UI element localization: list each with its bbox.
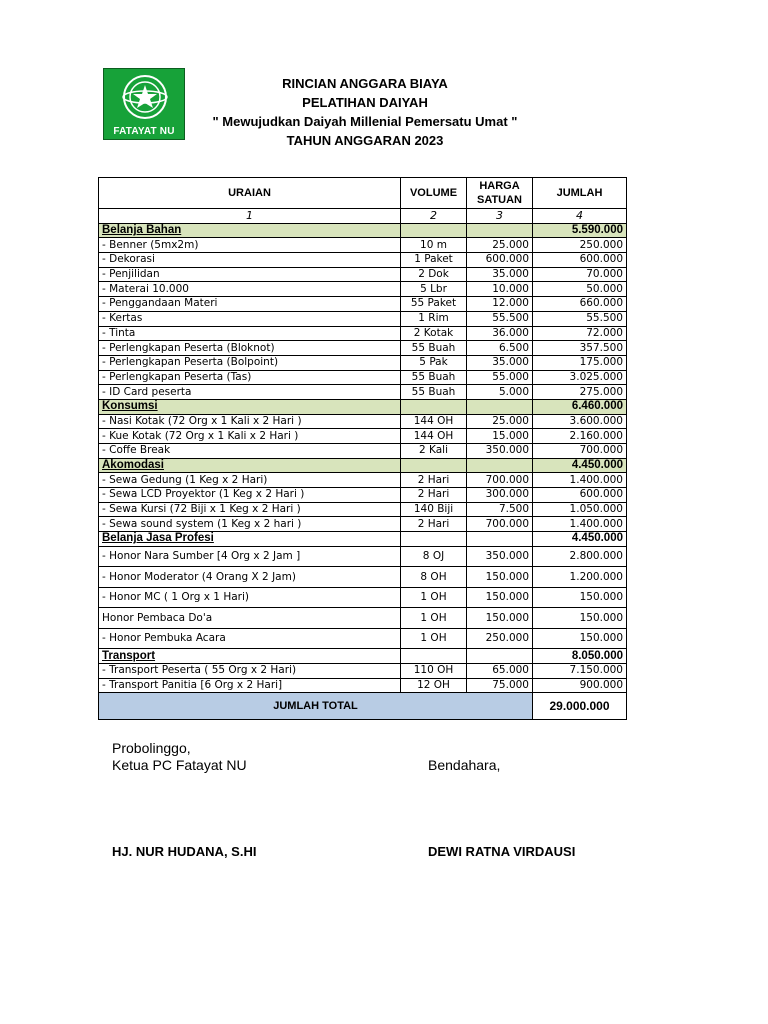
item-volume: 5 Pak bbox=[401, 355, 467, 370]
section-price bbox=[467, 649, 533, 664]
title-line-4: TAHUN ANGGARAN 2023 bbox=[286, 133, 444, 148]
section-volume bbox=[401, 223, 467, 238]
column-number: 2 bbox=[401, 209, 467, 224]
header-volume: VOLUME bbox=[401, 178, 467, 209]
item-volume: 1 Rim bbox=[401, 311, 467, 326]
signature-right-role: Bendahara, bbox=[428, 757, 501, 773]
document-title bbox=[190, 74, 540, 150]
section-row bbox=[99, 458, 627, 473]
item-volume: 10 m bbox=[401, 238, 467, 253]
item-volume: 140 Biji bbox=[401, 502, 467, 517]
item-volume: 1 Paket bbox=[401, 253, 467, 268]
table-row bbox=[99, 267, 627, 282]
signature-place: Probolinggo, bbox=[112, 740, 191, 756]
item-unit-price: 150.000 bbox=[467, 587, 533, 608]
item-description: - Honor MC ( 1 Org x 1 Hari) bbox=[99, 587, 401, 608]
column-number: 4 bbox=[533, 209, 627, 224]
item-amount: 3.600.000 bbox=[533, 414, 627, 429]
table-row bbox=[99, 326, 627, 341]
item-amount: 3.025.000 bbox=[533, 370, 627, 385]
item-volume: 12 OH bbox=[401, 678, 467, 693]
item-amount: 50.000 bbox=[533, 282, 627, 297]
section-volume bbox=[401, 649, 467, 664]
emblem-icon bbox=[118, 73, 172, 123]
header-harga-satuan: HARGA SATUAN bbox=[467, 178, 533, 209]
item-unit-price: 300.000 bbox=[467, 488, 533, 503]
table-row bbox=[99, 444, 627, 459]
item-volume: 55 Paket bbox=[401, 297, 467, 312]
table-header-row bbox=[99, 178, 627, 209]
item-description: - Kertas bbox=[99, 311, 401, 326]
item-volume: 144 OH bbox=[401, 414, 467, 429]
table-row bbox=[99, 517, 627, 532]
item-unit-price: 36.000 bbox=[467, 326, 533, 341]
item-amount: 7.150.000 bbox=[533, 664, 627, 679]
section-row bbox=[99, 223, 627, 238]
item-volume: 8 OH bbox=[401, 567, 467, 588]
table-row bbox=[99, 341, 627, 356]
table-row bbox=[99, 678, 627, 693]
item-volume: 2 Kotak bbox=[401, 326, 467, 341]
item-description: - Coffe Break bbox=[99, 444, 401, 459]
item-unit-price: 35.000 bbox=[467, 267, 533, 282]
table-row bbox=[99, 282, 627, 297]
item-amount: 660.000 bbox=[533, 297, 627, 312]
item-amount: 1.050.000 bbox=[533, 502, 627, 517]
section-total: 4.450.000 bbox=[533, 532, 627, 547]
total-row bbox=[99, 693, 627, 720]
item-amount: 900.000 bbox=[533, 678, 627, 693]
item-amount: 600.000 bbox=[533, 253, 627, 268]
table-row bbox=[99, 546, 627, 567]
item-volume: 110 OH bbox=[401, 664, 467, 679]
item-unit-price: 150.000 bbox=[467, 608, 533, 629]
item-unit-price: 5.000 bbox=[467, 385, 533, 400]
item-unit-price: 55.000 bbox=[467, 370, 533, 385]
item-amount: 55.500 bbox=[533, 311, 627, 326]
item-amount: 2.800.000 bbox=[533, 546, 627, 567]
item-description: - Sewa Gedung (1 Keg x 2 Hari) bbox=[99, 473, 401, 488]
item-amount: 2.160.000 bbox=[533, 429, 627, 444]
item-description: - Transport Panitia [6 Org x 2 Hari] bbox=[99, 678, 401, 693]
item-volume: 1 OH bbox=[401, 628, 467, 649]
section-volume bbox=[401, 458, 467, 473]
item-unit-price: 35.000 bbox=[467, 355, 533, 370]
table-row bbox=[99, 567, 627, 588]
table-row bbox=[99, 370, 627, 385]
item-unit-price: 75.000 bbox=[467, 678, 533, 693]
item-description: - Perlengkapan Peserta (Bloknot) bbox=[99, 341, 401, 356]
section-price bbox=[467, 223, 533, 238]
item-volume: 2 Hari bbox=[401, 488, 467, 503]
title-line-2: PELATIHAN DAIYAH bbox=[302, 95, 428, 110]
column-number: 1 bbox=[99, 209, 401, 224]
item-description: - Sewa Kursi (72 Biji x 1 Keg x 2 Hari ) bbox=[99, 502, 401, 517]
item-description: - Penggandaan Materi bbox=[99, 297, 401, 312]
item-description: - Materai 10.000 bbox=[99, 282, 401, 297]
table-row bbox=[99, 429, 627, 444]
item-unit-price: 600.000 bbox=[467, 253, 533, 268]
section-row bbox=[99, 399, 627, 414]
budget-table-body bbox=[99, 178, 627, 720]
table-row bbox=[99, 628, 627, 649]
section-row bbox=[99, 649, 627, 664]
header-jumlah: JUMLAH bbox=[533, 178, 627, 209]
title-line-1: RINCIAN ANGGARA BIAYA bbox=[282, 76, 448, 91]
item-amount: 250.000 bbox=[533, 238, 627, 253]
header-uraian: URAIAN bbox=[99, 178, 401, 209]
item-amount: 70.000 bbox=[533, 267, 627, 282]
table-row bbox=[99, 253, 627, 268]
item-volume: 2 Hari bbox=[401, 473, 467, 488]
fatayat-nu-logo bbox=[103, 68, 185, 140]
item-unit-price: 25.000 bbox=[467, 414, 533, 429]
item-unit-price: 700.000 bbox=[467, 473, 533, 488]
item-description: - Perlengkapan Peserta (Bolpoint) bbox=[99, 355, 401, 370]
table-row bbox=[99, 414, 627, 429]
section-row bbox=[99, 532, 627, 547]
section-total: 8.050.000 bbox=[533, 649, 627, 664]
item-unit-price: 250.000 bbox=[467, 628, 533, 649]
item-unit-price: 55.500 bbox=[467, 311, 533, 326]
item-unit-price: 350.000 bbox=[467, 444, 533, 459]
item-volume: 55 Buah bbox=[401, 385, 467, 400]
section-total: 6.460.000 bbox=[533, 399, 627, 414]
table-row bbox=[99, 587, 627, 608]
item-unit-price: 7.500 bbox=[467, 502, 533, 517]
table-row bbox=[99, 664, 627, 679]
section-price bbox=[467, 532, 533, 547]
item-unit-price: 15.000 bbox=[467, 429, 533, 444]
title-line-3: " Mewujudkan Daiyah Millenial Pemersatu Umat " bbox=[212, 114, 518, 129]
item-volume: 2 Hari bbox=[401, 517, 467, 532]
table-row bbox=[99, 238, 627, 253]
table-row bbox=[99, 488, 627, 503]
item-volume: 55 Buah bbox=[401, 370, 467, 385]
item-description: - Nasi Kotak (72 Org x 1 Kali x 2 Hari ) bbox=[99, 414, 401, 429]
item-description: - Sewa sound system (1 Keg x 2 hari ) bbox=[99, 517, 401, 532]
item-description: - Sewa LCD Proyektor (1 Keg x 2 Hari ) bbox=[99, 488, 401, 503]
table-row bbox=[99, 297, 627, 312]
item-description: - Honor Nara Sumber [4 Org x 2 Jam ] bbox=[99, 546, 401, 567]
item-amount: 1.400.000 bbox=[533, 517, 627, 532]
item-volume: 2 Kali bbox=[401, 444, 467, 459]
item-amount: 357.500 bbox=[533, 341, 627, 356]
item-description: - Benner (5mx2m) bbox=[99, 238, 401, 253]
item-description: Honor Pembaca Do'a bbox=[99, 608, 401, 629]
table-row bbox=[99, 502, 627, 517]
item-unit-price: 350.000 bbox=[467, 546, 533, 567]
item-description: - Honor Moderator (4 Orang X 2 Jam) bbox=[99, 567, 401, 588]
item-volume: 8 OJ bbox=[401, 546, 467, 567]
total-value: 29.000.000 bbox=[533, 693, 627, 720]
table-row bbox=[99, 311, 627, 326]
item-unit-price: 150.000 bbox=[467, 567, 533, 588]
section-name: Belanja Bahan bbox=[99, 223, 401, 238]
item-amount: 150.000 bbox=[533, 587, 627, 608]
item-amount: 275.000 bbox=[533, 385, 627, 400]
signature-left-name: HJ. NUR HUDANA, S.HI bbox=[112, 844, 257, 859]
item-description: - Perlengkapan Peserta (Tas) bbox=[99, 370, 401, 385]
item-amount: 175.000 bbox=[533, 355, 627, 370]
item-amount: 700.000 bbox=[533, 444, 627, 459]
item-amount: 150.000 bbox=[533, 608, 627, 629]
table-row bbox=[99, 608, 627, 629]
item-description: - Honor Pembuka Acara bbox=[99, 628, 401, 649]
item-description: - Dekorasi bbox=[99, 253, 401, 268]
item-unit-price: 12.000 bbox=[467, 297, 533, 312]
table-row bbox=[99, 473, 627, 488]
section-price bbox=[467, 399, 533, 414]
item-description: - ID Card peserta bbox=[99, 385, 401, 400]
item-description: - Transport Peserta ( 55 Org x 2 Hari) bbox=[99, 664, 401, 679]
logo-text: FATAYAT NU bbox=[113, 126, 175, 137]
item-unit-price: 10.000 bbox=[467, 282, 533, 297]
signature-right-name: DEWI RATNA VIRDAUSI bbox=[428, 844, 576, 859]
item-amount: 72.000 bbox=[533, 326, 627, 341]
budget-table bbox=[98, 177, 627, 720]
section-price bbox=[467, 458, 533, 473]
item-amount: 1.200.000 bbox=[533, 567, 627, 588]
column-number-row bbox=[99, 209, 627, 224]
item-amount: 600.000 bbox=[533, 488, 627, 503]
section-volume bbox=[401, 399, 467, 414]
item-volume: 144 OH bbox=[401, 429, 467, 444]
section-volume bbox=[401, 532, 467, 547]
section-name: Akomodasi bbox=[99, 458, 401, 473]
item-volume: 55 Buah bbox=[401, 341, 467, 356]
item-volume: 2 Dok bbox=[401, 267, 467, 282]
item-volume: 1 OH bbox=[401, 587, 467, 608]
item-unit-price: 6.500 bbox=[467, 341, 533, 356]
signature-left-role: Ketua PC Fatayat NU bbox=[112, 757, 247, 773]
item-amount: 150.000 bbox=[533, 628, 627, 649]
section-name: Belanja Jasa Profesi bbox=[99, 532, 401, 547]
item-volume: 5 Lbr bbox=[401, 282, 467, 297]
section-name: Transport bbox=[99, 649, 401, 664]
item-unit-price: 65.000 bbox=[467, 664, 533, 679]
item-unit-price: 25.000 bbox=[467, 238, 533, 253]
table-row bbox=[99, 355, 627, 370]
table-row bbox=[99, 385, 627, 400]
section-total: 5.590.000 bbox=[533, 223, 627, 238]
column-number: 3 bbox=[467, 209, 533, 224]
item-description: - Penjilidan bbox=[99, 267, 401, 282]
item-unit-price: 700.000 bbox=[467, 517, 533, 532]
item-description: - Tinta bbox=[99, 326, 401, 341]
section-name: Konsumsi bbox=[99, 399, 401, 414]
total-label: JUMLAH TOTAL bbox=[99, 693, 533, 720]
item-amount: 1.400.000 bbox=[533, 473, 627, 488]
item-description: - Kue Kotak (72 Org x 1 Kali x 2 Hari ) bbox=[99, 429, 401, 444]
item-volume: 1 OH bbox=[401, 608, 467, 629]
section-total: 4.450.000 bbox=[533, 458, 627, 473]
